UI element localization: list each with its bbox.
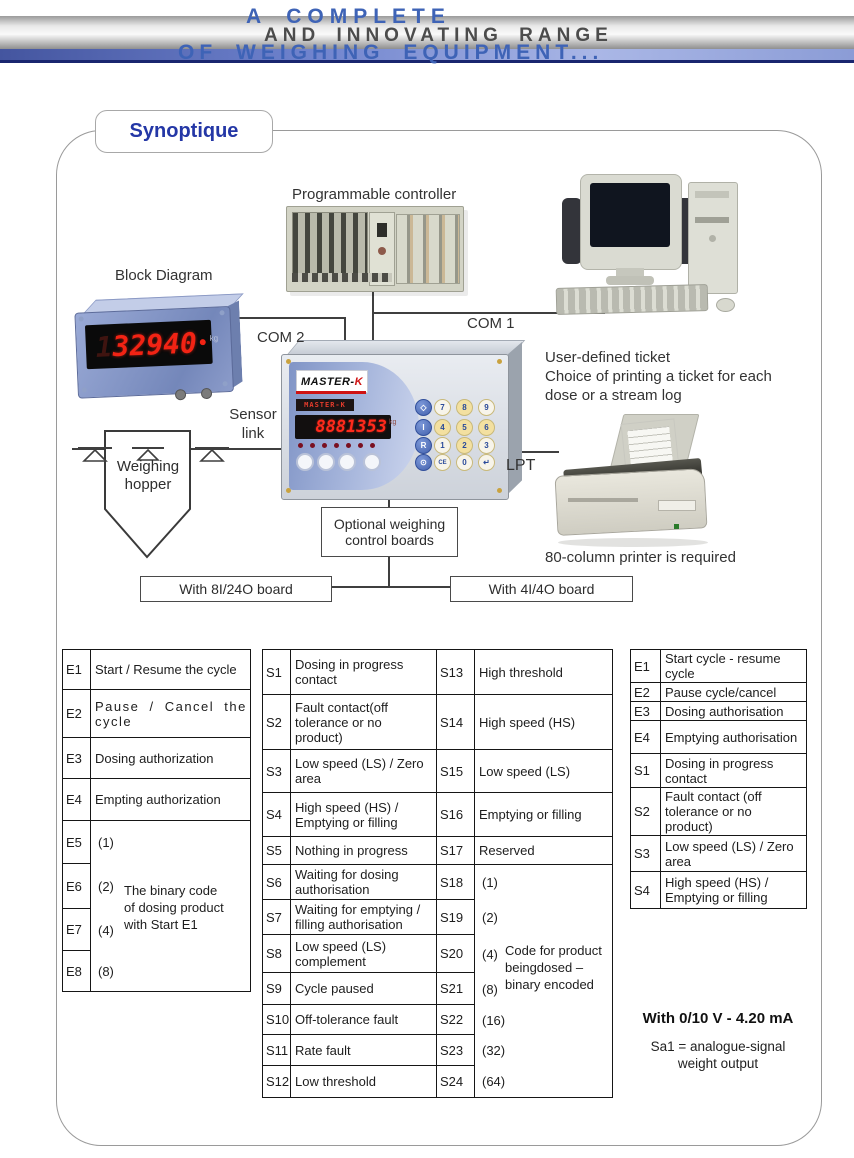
function-button <box>363 453 381 471</box>
key-2: 2 <box>456 437 473 454</box>
status-led <box>334 443 339 448</box>
row-code: S24 <box>437 1066 475 1098</box>
led-display <box>85 320 213 369</box>
row-code: E2 <box>63 690 91 738</box>
plc-io-cards <box>292 212 368 280</box>
user-ticket-note: User-defined ticket Choice of printing a ticket for each dose or a stream log <box>545 349 772 404</box>
key-mode: ◇ <box>415 399 432 416</box>
led-ghost-digit: 1 <box>95 329 114 364</box>
row-desc: Rate fault <box>291 1035 437 1066</box>
screw-dot <box>223 381 228 386</box>
weight-value: 32940 <box>111 325 198 363</box>
crt-monitor <box>580 174 682 270</box>
lpt-label: LPT <box>506 457 536 474</box>
row-code: E1 <box>63 650 91 690</box>
row-code: S19 <box>437 900 475 935</box>
row-desc: Pause / Cancel the cycle <box>91 690 251 738</box>
key-clear: CE <box>434 454 451 471</box>
tower-drive-bay <box>695 191 729 198</box>
row-code: E8 <box>63 951 91 992</box>
weight-unit: kg <box>209 333 219 343</box>
status-led <box>358 443 363 448</box>
row-desc: Waiting for dosing authorisation <box>291 865 437 900</box>
monitor-base <box>606 276 654 285</box>
row-code: S1 <box>263 650 291 695</box>
row-desc: Emptying or filling <box>475 793 613 837</box>
tower-drive-bay <box>695 217 729 223</box>
row-desc: Nothing in progress <box>291 837 437 865</box>
row-code: S21 <box>437 973 475 1005</box>
row-desc: Fault contact (off tolerance or no product) <box>661 788 807 836</box>
led-dot <box>200 339 206 345</box>
block-diagram-label: Block Diagram <box>115 267 213 284</box>
printer-power-led <box>674 524 679 529</box>
status-led <box>298 443 303 448</box>
row-desc: (16) <box>475 1005 613 1035</box>
row-code: S7 <box>263 900 291 935</box>
row-code: S18 <box>437 865 475 900</box>
row-desc: (32) <box>475 1035 613 1066</box>
row-desc: (1) <box>91 821 251 864</box>
row-desc: Low speed (LS) <box>475 750 613 793</box>
row-desc: Dosing in progress contact <box>661 754 807 788</box>
key-0: 0 <box>456 454 473 471</box>
key-3: 3 <box>478 437 495 454</box>
row-desc: (8) <box>475 973 613 1005</box>
binary-code-note: The binary code of dosing product with Start E1 <box>124 883 224 932</box>
row-code: S14 <box>437 695 475 750</box>
mouse <box>716 298 735 312</box>
key-enter: ↵ <box>478 454 495 471</box>
plc-expansion-cards <box>396 214 460 284</box>
com2-label: COM 2 <box>257 329 305 346</box>
line-com2 <box>236 317 346 319</box>
row-code: S8 <box>263 935 291 973</box>
row-code: S12 <box>263 1066 291 1098</box>
mini-led-display: MASTER-K <box>296 399 354 411</box>
product-code-note: Code for product beingdosed – binary encoded <box>505 943 602 992</box>
masterk-controller <box>281 336 529 500</box>
row-code: S3 <box>631 836 661 872</box>
row-code: S23 <box>437 1035 475 1066</box>
screw-dot <box>286 359 291 364</box>
header-line-2: AND INNOVATING RANGE <box>264 25 613 46</box>
row-desc: Low speed (LS) complement <box>291 935 437 973</box>
tower-power-button <box>709 235 716 242</box>
row-desc: High threshold <box>475 650 613 695</box>
analog-output-title: With 0/10 V - 4.20 mA <box>642 1010 794 1027</box>
keyboard <box>556 284 709 315</box>
printer-control-panel <box>658 500 696 511</box>
row-code: S11 <box>263 1035 291 1066</box>
row-desc: Dosing authorisation <box>661 702 807 721</box>
header-line-3: OF WEIGHING EQUIPMENT... <box>178 41 604 64</box>
row-code: E1 <box>631 650 661 683</box>
row-desc: Low threshold <box>291 1066 437 1098</box>
line-boards-junction <box>330 586 451 588</box>
screw-dot <box>497 488 502 493</box>
row-desc: Emptying authorisation <box>661 721 807 754</box>
key-recipe: R <box>415 437 432 454</box>
com1-label: COM 1 <box>467 315 515 332</box>
row-desc: Fault contact(off tolerance or no product) <box>291 695 437 750</box>
row-desc: High speed (HS) / Emptying or filling <box>661 872 807 909</box>
row-code: S6 <box>263 865 291 900</box>
row-desc: Dosing in progress contact <box>291 650 437 695</box>
row-desc: (1) <box>475 865 613 900</box>
analog-output-note: Sa1 = analogue-signal weight output <box>650 1039 786 1071</box>
row-code: S16 <box>437 793 475 837</box>
row-code: S2 <box>631 788 661 836</box>
printer-output-slot <box>568 498 638 502</box>
key-6: 6 <box>478 419 495 436</box>
row-desc: High speed (HS) <box>475 695 613 750</box>
printer-image <box>552 412 716 550</box>
plc-image <box>286 206 464 292</box>
speaker-left <box>562 198 582 264</box>
plc-terminal-strip <box>292 273 392 282</box>
row-code: S4 <box>263 793 291 837</box>
row-desc: Off-tolerance fault <box>291 1005 437 1035</box>
line-boards-drop <box>388 555 390 588</box>
io-table-4i4o <box>630 649 807 909</box>
row-code: S13 <box>437 650 475 695</box>
programmable-controller-label: Programmable controller <box>292 186 457 203</box>
computer-image <box>556 168 756 320</box>
controller-weight-value: 1353 <box>346 417 387 437</box>
row-desc: Pause cycle/cancel <box>661 683 807 702</box>
printer-shadow <box>558 538 708 547</box>
key-9: 9 <box>478 399 495 416</box>
section-title: Synoptique <box>95 110 273 153</box>
screw-dot <box>286 488 291 493</box>
remote-display-device <box>74 288 249 407</box>
row-desc: (64) <box>475 1066 613 1098</box>
row-code: E3 <box>631 702 661 721</box>
row-code: S4 <box>631 872 661 909</box>
function-button <box>296 453 314 471</box>
row-code: S2 <box>263 695 291 750</box>
inputs-table-8i24o <box>62 649 251 992</box>
connector-plug <box>201 388 212 399</box>
row-desc: (2) <box>91 864 251 909</box>
function-button <box>317 453 335 471</box>
row-code: S10 <box>263 1005 291 1035</box>
row-desc: Empting authorization <box>91 779 251 821</box>
board-4i4o-box: With 4I/4O board <box>450 576 633 602</box>
row-code: S17 <box>437 837 475 865</box>
key-7: 7 <box>434 399 451 416</box>
key-4: 4 <box>434 419 451 436</box>
row-code: S20 <box>437 935 475 973</box>
board-8i24o-box: With 8I/24O board <box>140 576 332 602</box>
weighing-hopper-label: Weighing hopper <box>116 458 180 493</box>
row-desc: Low speed (LS) / Zero area <box>661 836 807 872</box>
outputs-table <box>262 649 613 1098</box>
printer-requirement-note: 80-column printer is required <box>545 549 736 566</box>
screw-dot <box>219 310 224 315</box>
row-desc: Start / Resume the cycle <box>91 650 251 690</box>
row-code: E4 <box>63 779 91 821</box>
row-desc: (8) <box>91 951 251 992</box>
key-8: 8 <box>456 399 473 416</box>
row-desc: (4) <box>475 935 613 973</box>
screw-dot <box>79 316 84 321</box>
controller-weight-unit: kg <box>389 419 397 426</box>
row-code: E4 <box>631 721 661 754</box>
row-code: S22 <box>437 1005 475 1035</box>
pc-tower <box>688 182 738 294</box>
status-led <box>322 443 327 448</box>
row-desc: Reserved <box>475 837 613 865</box>
row-code: S15 <box>437 750 475 793</box>
screw-dot <box>82 387 87 392</box>
controller-led-display <box>295 415 391 439</box>
row-desc: Waiting for emptying / filling authorisation <box>291 900 437 935</box>
monitor-screen <box>590 183 670 247</box>
device-front-panel <box>74 306 234 399</box>
connector-plug <box>175 389 186 400</box>
row-code: S5 <box>263 837 291 865</box>
key-1: 1 <box>434 437 451 454</box>
status-led <box>370 443 375 448</box>
led-ghost-digits: 888 <box>315 417 347 437</box>
header-line-1: A COMPLETE <box>246 5 451 28</box>
sensor-link-label: Sensor link <box>229 406 277 442</box>
row-code: E7 <box>63 909 91 951</box>
status-led <box>346 443 351 448</box>
row-desc: (2) <box>475 900 613 935</box>
load-cell-symbol <box>195 446 229 464</box>
key-power: ⊙ <box>415 454 432 471</box>
row-code: E2 <box>631 683 661 702</box>
key-info: I <box>415 419 432 436</box>
function-button <box>338 453 356 471</box>
row-code: S3 <box>263 750 291 793</box>
key-5: 5 <box>456 419 473 436</box>
controller-front-panel <box>281 354 509 500</box>
row-desc: Start cycle - resume cycle <box>661 650 807 683</box>
row-code: E5 <box>63 821 91 864</box>
row-desc: High speed (HS) / Emptying or filling <box>291 793 437 837</box>
status-led <box>310 443 315 448</box>
masterk-logo-bar <box>296 391 366 394</box>
row-code: E3 <box>63 738 91 779</box>
status-led-row <box>298 443 375 448</box>
row-code: S9 <box>263 973 291 1005</box>
row-code: S1 <box>631 754 661 788</box>
row-code: E6 <box>63 864 91 909</box>
plc-slot <box>377 223 387 237</box>
row-desc: (4) <box>91 909 251 951</box>
row-desc: Dosing authorization <box>91 738 251 779</box>
optional-boards-box: Optional weighing control boards <box>321 507 458 557</box>
screw-dot <box>497 359 502 364</box>
row-desc: Cycle paused <box>291 973 437 1005</box>
row-desc: Low speed (LS) / Zero area <box>291 750 437 793</box>
masterk-logo: MASTER- K <box>296 370 368 393</box>
plc-button <box>378 247 386 255</box>
